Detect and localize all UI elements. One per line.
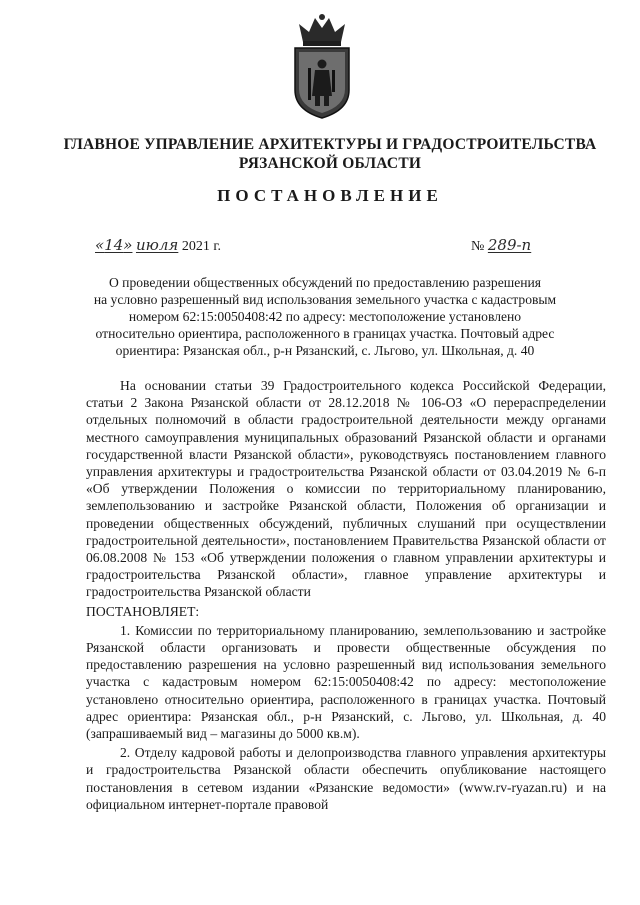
item-2-paragraph: 2. Отделу кадровой работы и делопроизводства главного управления архитектуры и градостроительства Рязанской области обеспечить опубликование настоящего постановления в сетевом издании «Рязанские ведомости» (www.rv-ryazan.ru) и на официальном интернет-портале правовой <box>86 745 606 812</box>
date-open-quote: « <box>95 236 105 254</box>
organization-name-line-1: ГЛАВНОЕ УПРАВЛЕНИЕ АРХИТЕКТУРЫ И ГРАДОСТРОИТЕЛЬСТВА <box>63 136 597 153</box>
document-subject <box>90 274 560 359</box>
document-body <box>86 377 606 813</box>
subject-line: на условно разрешенный вид использования земельного участка с кадастровым <box>93 292 557 307</box>
number-value: 289-п <box>487 236 532 254</box>
number-sign: № <box>471 239 485 254</box>
date-day: 14 <box>104 236 124 254</box>
document-date <box>95 236 221 255</box>
ryazan-coat-of-arms-icon <box>289 12 355 120</box>
organization-name-line-2: РЯЗАНСКОЙ ОБЛАСТИ <box>238 155 422 172</box>
item-1-paragraph: 1. Комиссии по территориальному планированию, землепользованию и застройке Рязанской области организовать и провести общественные обсуждения по предоставлению разрешения на условно разрешенный вид использования земельного участка с кадастровым номером 62:15:0050408:42 по адресу: местоположение установлено относительно ориентира, расположенного в границах участка. Почтовый адрес ориентира: Рязанская обл., р-н Рязанский, с. Льгово, ул. Школьная, д. 40 (запрашиваемый вид – магазины до 5000 кв.м). <box>86 622 606 742</box>
subject-line: О проведении общественных обсуждений по предоставлению разрешения <box>108 275 542 290</box>
subject-line: номером 62:15:0050408:42 по адресу: местоположение установлено <box>128 309 522 324</box>
date-month: июля <box>135 236 179 254</box>
date-close-quote: » <box>123 236 133 254</box>
decree-word: ПОСТАНОВЛЯЕТ: <box>86 603 200 619</box>
date-year: 2021 г. <box>181 239 221 254</box>
preamble-paragraph: На основании статьи 39 Градостроительного кодекса Российской Федерации, статьи 2 Закона Рязанской области от 28.12.2018 № 106-ОЗ «О перераспределении отдельных полномочий в области градостроительной деятельности между органами местного самоуправления муниципальных образований Рязанской области и органами государственной власти Рязанской области», руководствуясь постановлением главного управления архитектуры и градостроительства Рязанской области от 03.04.2019 № 6-п «Об утверждении Положения о комиссии по территориальному планированию, землепользованию и застройке Рязанской области, Положения об организации и проведении общественных обсуждений, публичных слушаний при осуществлении градостроительной деятельности», постановлением Правительства Рязанской области от 06.08.2008 № 153 «Об утверждении положения о главном управлении архитектуры и градостроительства Рязанской области», главное управление архитектуры и градостроительства Рязанской области <box>86 378 606 600</box>
document-number <box>471 236 531 255</box>
subject-line: относительно ориентира, расположенного в границах участка. Почтовый адрес <box>95 326 555 341</box>
subject-line: ориентира: Рязанская обл., р-н Рязанский, с. Льгово, ул. Школьная, д. 40 <box>115 343 535 358</box>
document-type-title: ПОСТАНОВЛЕНИЕ <box>217 186 443 205</box>
